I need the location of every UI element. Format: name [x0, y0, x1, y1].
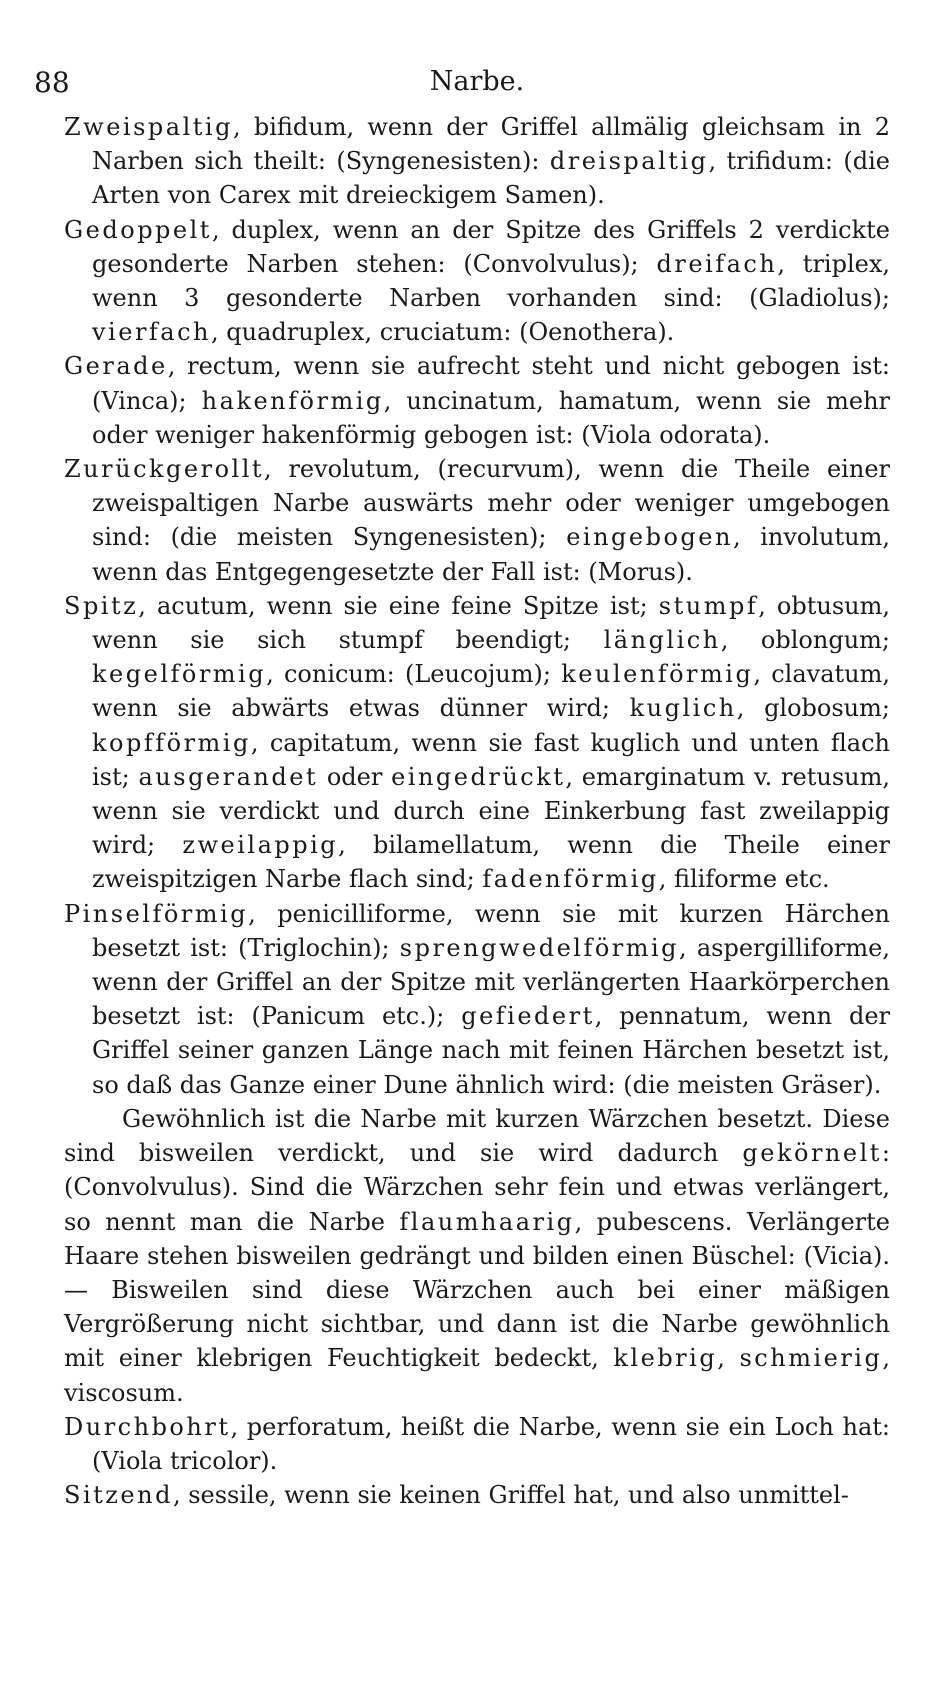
body-paragraph: [64, 1102, 890, 1410]
term-spaced: kuglich: [629, 694, 737, 723]
entry-text: , viscosum.: [64, 1344, 890, 1407]
entry-text: , clavatum, wenn sie abwärts etwas dünner wird;: [92, 660, 890, 723]
term-spaced: eingebogen: [566, 523, 733, 552]
glossary-entry: [64, 589, 890, 897]
entry-text: , filiforme etc.: [658, 865, 830, 894]
entry-text: , capitatum, wenn sie fast kuglich und unten flach ist;: [92, 728, 890, 791]
term-spaced: gefiedert: [461, 1002, 595, 1031]
entry-text: , revolutum, (recurvum), wenn die Theile einer zweispaltigen Narbe auswärts mehr oder weniger umgebogen sind: (die meisten Syngenesisten);: [92, 455, 890, 552]
term-spaced: hakenförmig: [201, 386, 384, 415]
glossary-entry: [64, 1478, 890, 1512]
entry-text: , emarginatum v. retusum, wenn sie verdickt und durch eine Einkerbung fast zweilappig wird;: [92, 762, 890, 860]
entry-text: Gewöhnlich ist die Narbe mit kurzen Wärzchen besetzt. Diese sind bisweilen verdickt, und sie wird dadurch: [64, 1104, 890, 1168]
entry-text: , bilamellatum, wenn die Theile einer zweispitzigen Narbe flach sind;: [92, 831, 890, 894]
entry-text: , uncinatum, hamatum, wenn sie mehr oder weniger hakenförmig gebogen ist: (Viola odorata).: [92, 386, 891, 449]
entry-text: , conicum: (Leucojum);: [266, 660, 562, 689]
entry-text: , trifidum: (die Arten von Carex mit dreieckigem Samen).: [92, 147, 890, 210]
term-spaced: eingedrückt: [391, 762, 566, 791]
term-spaced: dreispaltig: [549, 147, 709, 176]
entry-text: , pubescens. Verlängerte Haare stehen bisweilen gedrängt und bilden einen Büschel: (Vicia). — Bisweilen sind diese Wärzchen auch bei einer mäßigen Vergrößerung nicht sichtbar, und dann ist die Narbe gewöhnlich mit einer klebrigen Feuchtigkeit bedeckt,: [64, 1207, 890, 1373]
entry-text: oder: [318, 762, 392, 791]
term-spaced: fadenförmig: [482, 865, 659, 894]
term-spaced: sprengwedelförmig: [399, 933, 680, 962]
entry-text: , sessile, wenn sie keinen Griffel hat, und also unmittel-: [172, 1481, 849, 1510]
page-header: [34, 58, 890, 110]
entry-text: , involutum, wenn das Entgegengesetzte der Fall ist: (Morus).: [92, 523, 890, 586]
term-spaced: vierfach: [92, 318, 211, 347]
glossary-entry: [64, 452, 890, 589]
entry-text: , bifidum, wenn der Griffel allmälig gleichsam in 2 Narben sich theilt: (Syngenesisten):: [92, 113, 890, 176]
term-spaced: flaumhaarig: [399, 1207, 575, 1236]
entry-text: , acutum, wenn sie eine feine Spitze ist;: [138, 591, 659, 620]
term-spaced: Zweispaltig: [64, 113, 233, 141]
term-spaced: kegelförmig: [92, 660, 267, 689]
term-spaced: Pinselförmig: [64, 899, 249, 928]
entry-text: , quadruplex, cruciatum: (Oenothera).: [211, 318, 675, 347]
term-spaced: Spitz: [64, 591, 139, 620]
term-spaced: Gedoppelt: [64, 215, 212, 244]
glossary-entry: [64, 1410, 890, 1478]
entry-text: , globosum;: [736, 694, 890, 723]
term-spaced: schmierig: [739, 1344, 883, 1373]
entry-text: , pennatum, wenn der Griffel seiner ganzen Länge nach mit feinen Härchen besetzt ist, so daß das Ganze einer Dune ähnlich wird: (die meisten Gräser).: [92, 1002, 890, 1099]
entry-text: , perforatum, heißt die Narbe, wenn sie ein Loch hat: (Viola tricolor).: [92, 1412, 890, 1475]
entry-text: , aspergilliforme, wenn der Griffel an der Spitze mit verlängerten Haarkörperchen besetzt ist: (Panicum etc.);: [92, 933, 890, 1031]
entry-text: , triplex, wenn 3 gesonderte Narben vorhanden sind: (Gladiolus);: [92, 249, 890, 313]
glossary-entry: [64, 349, 890, 452]
page-body: [64, 110, 890, 1512]
entry-text: , penicilliforme, wenn sie mit kurzen Härchen besetzt ist: (Triglochin);: [92, 899, 890, 962]
term-spaced: keulenförmig: [561, 660, 754, 689]
entry-text: : (Convolvulus). Sind die Wärzchen sehr fein und etwas verlängert, so nennt man die Narbe: [64, 1139, 890, 1236]
term-spaced: gekörnelt: [742, 1139, 882, 1168]
term-spaced: länglich: [603, 626, 721, 655]
entry-text: , duplex, wenn an der Spitze des Griffels 2 verdickte gesonderte Narben stehen: (Convolvulus);: [92, 215, 890, 278]
term-spaced: ausgerandet: [138, 762, 319, 791]
term-spaced: dreifach: [656, 249, 778, 278]
entry-text: , obtusum, wenn sie sich stumpf beendigt;: [92, 591, 890, 655]
page-number: 88: [34, 66, 70, 99]
running-head: Narbe.: [429, 66, 525, 97]
glossary-entry: [64, 110, 890, 213]
entry-text: , oblongum;: [720, 626, 890, 655]
term-spaced: zweilappig: [182, 831, 339, 860]
term-spaced: kopfförmig: [92, 728, 251, 757]
glossary-entry: [64, 897, 890, 1102]
term-spaced: Durchbohrt: [64, 1412, 231, 1441]
term-spaced: klebrig: [613, 1344, 718, 1373]
entry-text: ,: [717, 1344, 740, 1373]
entry-text: , rectum, wenn sie aufrecht steht und nicht gebogen ist: (Vinca);: [92, 352, 890, 415]
glossary-entry: [64, 213, 890, 350]
term-spaced: Zurückgerollt: [64, 455, 265, 484]
term-spaced: Gerade: [64, 352, 168, 381]
term-spaced: Sitzend: [64, 1481, 173, 1510]
term-spaced: stumpf: [658, 591, 759, 620]
